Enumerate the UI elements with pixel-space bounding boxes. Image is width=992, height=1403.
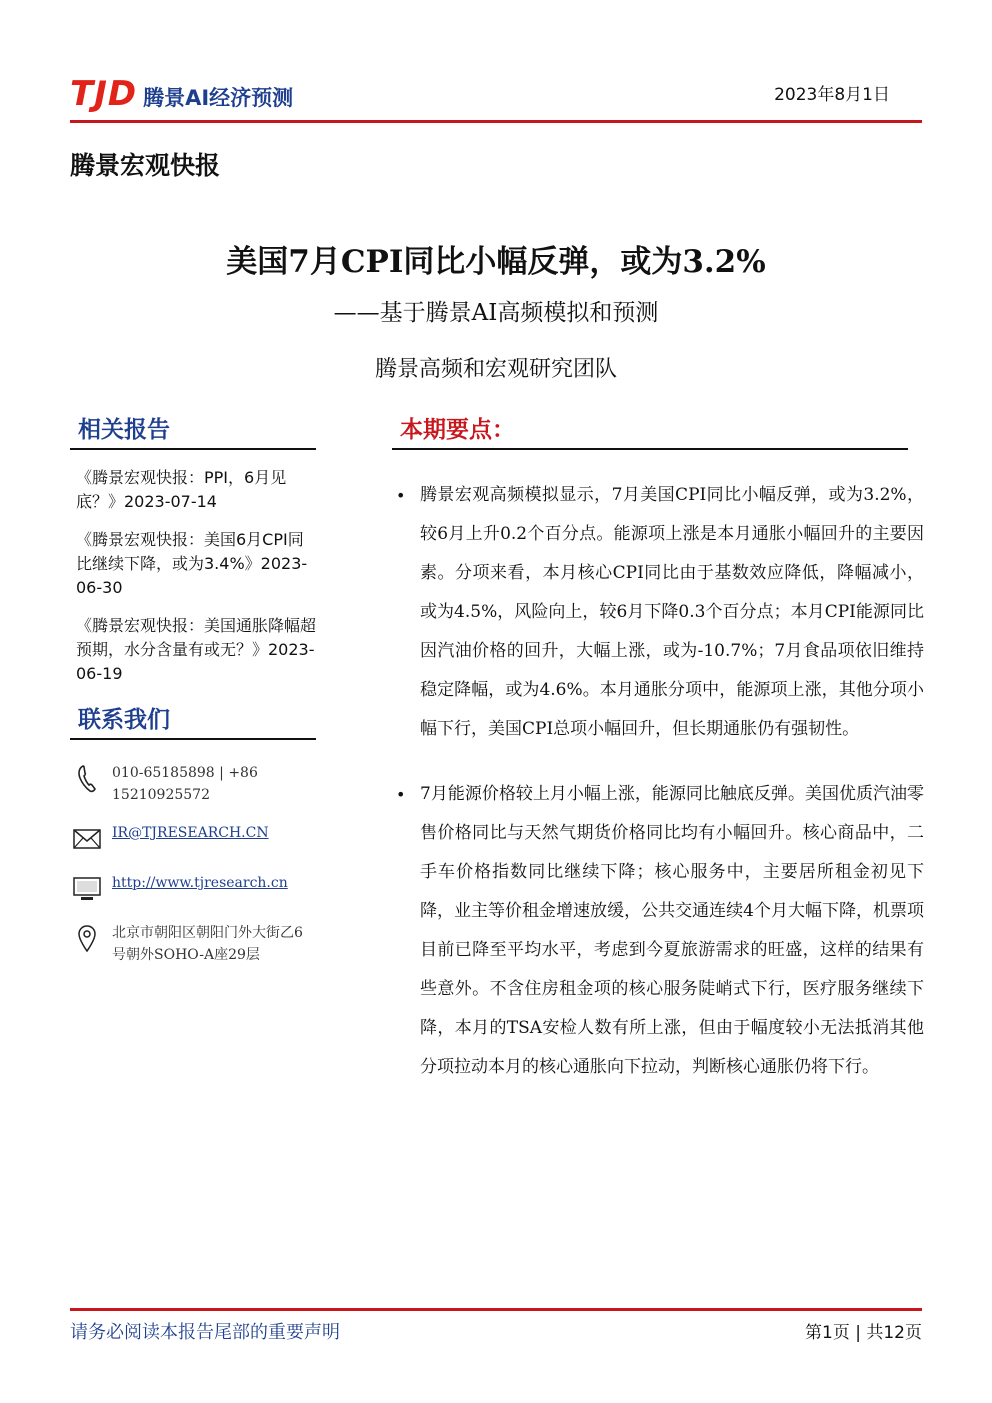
header-divider: [70, 120, 922, 123]
main-content: [392, 410, 924, 1113]
related-report-link[interactable]: 《腾景宏观快报：PPI，6月见底？》2023-07-14: [76, 468, 287, 511]
key-point: [392, 476, 924, 749]
page-number: 第1页 | 共12页: [805, 1323, 922, 1343]
related-reports-list: [70, 466, 316, 686]
related-reports-heading: 相关报告: [70, 410, 316, 450]
contact-heading: 联系我们: [70, 700, 316, 740]
contact-website: [70, 872, 316, 906]
key-point-text: 腾景宏观高频模拟显示，7月美国CPI同比小幅反弹，或为3.2%，较6月上升0.2个百分点。能源项上涨是本月通胀小幅回升的主要因素。分项来看，本月核心CPI同比由于基数效应降低，降幅减小，或为4.5%，风险向上，较6月下降0.3个百分点；本月CPI能源同比因汽油价格的回升，大幅上涨，或为-10.7%；7月食品项依旧维持稳定降幅，或为4.6%。本月通胀分项中，能源项上涨，其他分项小幅下行，美国CPI总项小幅回升，但长期通胀仍有强韧性。: [420, 485, 924, 739]
key-points-list: [392, 476, 924, 1087]
contact-address: [70, 922, 316, 966]
related-report-link[interactable]: 《腾景宏观快报：美国6月CPI同比继续下降，或为3.4%》2023-06-30: [76, 530, 308, 597]
contact-list: [70, 762, 316, 966]
sidebar: [70, 410, 316, 982]
report-title: 美国7月CPI同比小幅反弹，或为3.2%: [226, 244, 766, 280]
key-point-text: 7月能源价格较上月小幅上涨，能源同比触底反弹。美国优质汽油零售价格同比与天然气期货价格同比均有小幅回升。核心商品中，二手车价格指数同比继续下降；核心服务中，主要居所租金初见下降，业主等价租金增速放缓，公共交通连续4个月大幅下降，机票项目前已降至平均水平，考虑到今夏旅游需求的旺盛，这样的结果有些意外。不含住房租金项的核心服务陡峭式下行，医疗服务继续下降，本月的TSA安检人数有所上涨，但由于幅度较小无法抵消其他分项拉动本月的核心通胀向下拉动，判断核心通胀仍将下行。: [420, 784, 924, 1077]
related-report-link[interactable]: 《腾景宏观快报：美国通胀降幅超预期，水分含量有或无？》2023-06-19: [76, 616, 317, 683]
location-pin-icon: [70, 922, 104, 956]
phone-number: 010-65185898 | +86 15210925572: [112, 765, 258, 803]
email-link[interactable]: IR@TJRESEARCH.CN: [112, 825, 269, 841]
footer-divider: [70, 1308, 922, 1311]
computer-icon: [70, 872, 104, 906]
key-point: [392, 775, 924, 1087]
author-team: 腾景高频和宏观研究团队: [374, 357, 617, 382]
website-link[interactable]: http://www.tjresearch.cn: [112, 875, 288, 891]
header: [70, 68, 922, 120]
phone-icon: [70, 762, 104, 796]
contact-email: [70, 822, 316, 856]
bullet-icon: •: [396, 486, 406, 505]
report-date: 2023年8月1日: [774, 85, 890, 105]
mail-icon: [70, 822, 104, 856]
disclaimer-note: 请务必阅读本报告尾部的重要声明: [70, 1322, 340, 1343]
address-text: 北京市朝阳区朝阳门外大街乙6号朝外SOHO-A座29层: [112, 925, 303, 963]
logo-mark: TJD: [70, 74, 138, 114]
contact-phone: [70, 762, 316, 806]
report-subtitle: ——基于腾景AI高频模拟和预测: [333, 300, 659, 326]
key-points-heading: 本期要点：: [392, 410, 908, 450]
bullet-icon: •: [396, 785, 406, 804]
report-series: 腾景宏观快报: [70, 151, 221, 180]
logo-text: 腾景AI经济预测: [143, 86, 294, 110]
logo: [70, 74, 293, 114]
